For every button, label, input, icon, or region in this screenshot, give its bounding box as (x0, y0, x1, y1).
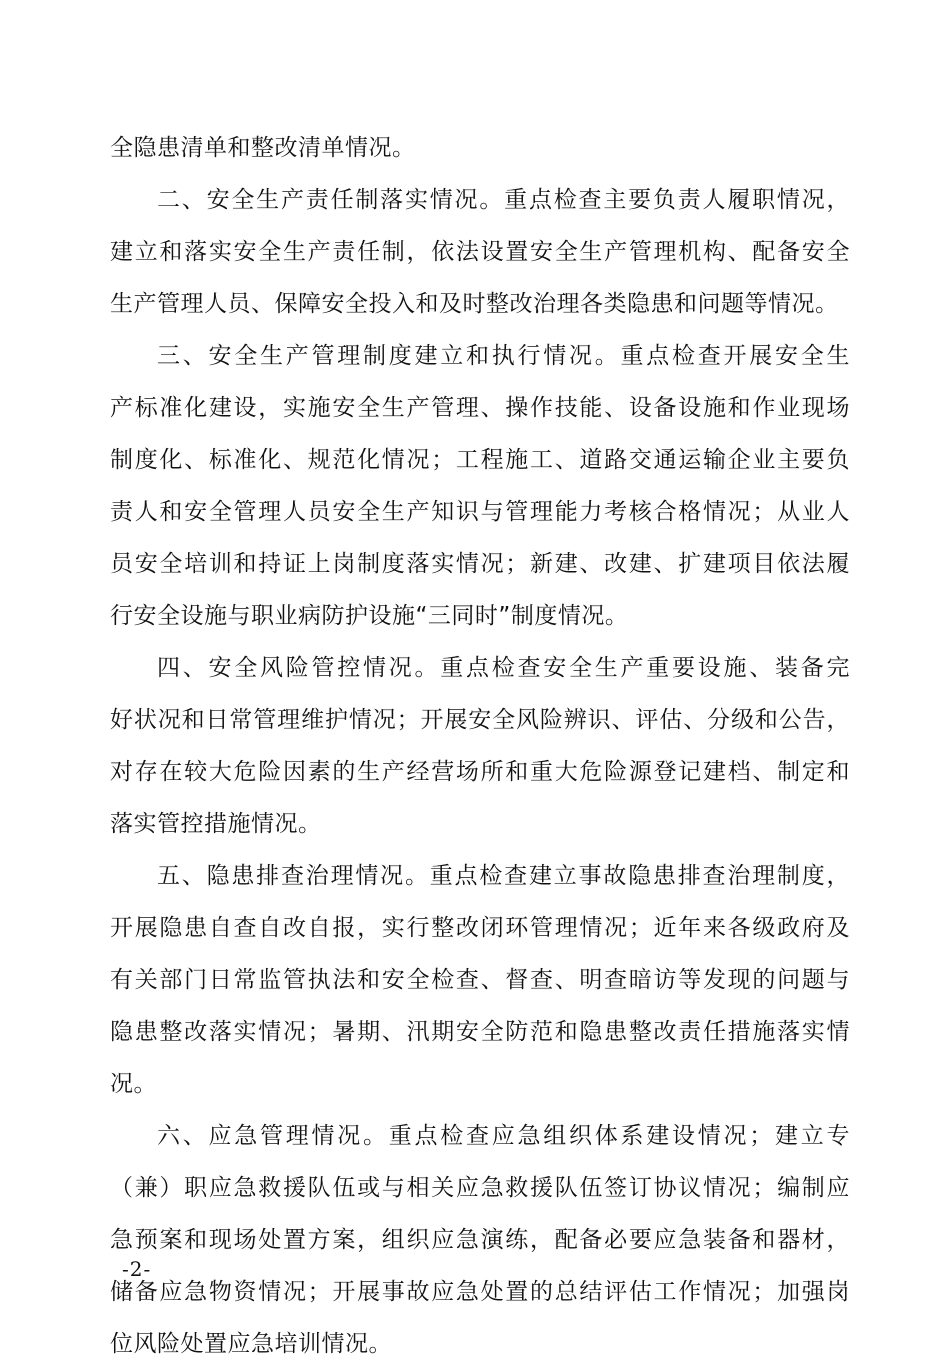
paragraph-line: 全隐患清单和整改清单情况。 (110, 135, 416, 161)
document-body (110, 122, 850, 1370)
paragraph-line: 员安全培训和持证上岗制度落实情况；新建、改建、扩建项目依法履 (110, 551, 850, 577)
paragraph-line: 好状况和日常管理维护情况；开展安全风险辨识、评估、分级和公告， (110, 707, 850, 733)
paragraph-line: （兼）职应急救援队伍或与相关应急救援队伍签订协议情况；编制应 (110, 1175, 850, 1201)
paragraph-line: 建立和落实安全生产责任制，依法设置安全生产管理机构、配备安全 (110, 239, 850, 265)
paragraph-line: 位风险处置应急培训情况。 (110, 1331, 392, 1357)
page-number: -2- (122, 1257, 152, 1281)
paragraph-line: 五、隐患排查治理情况。重点检查建立事故隐患排查治理制度， (157, 863, 850, 889)
paragraph-line: 制度化、标准化、规范化情况；工程施工、道路交通运输企业主要负 (110, 447, 850, 473)
paragraph-line: 四、安全风险管控情况。重点检查安全生产重要设施、装备完 (157, 655, 850, 681)
paragraph-line: 责人和安全管理人员安全生产知识与管理能力考核合格情况；从业人 (110, 499, 850, 525)
paragraph-line: 开展隐患自查自改自报，实行整改闭环管理情况；近年来各级政府及 (110, 915, 850, 941)
paragraph-line: 六、应急管理情况。重点检查应急组织体系建设情况；建立专 (157, 1123, 850, 1149)
paragraph-line: 生产管理人员、保障安全投入和及时整改治理各类隐患和问题等情况。 (110, 291, 839, 317)
paragraph-line: 产标准化建设，实施安全生产管理、操作技能、设备设施和作业现场 (110, 395, 850, 421)
paragraph-line: 隐患整改落实情况；暑期、汛期安全防范和隐患整改责任措施落实情 (110, 1019, 850, 1045)
paragraph-line: 储备应急物资情况；开展事故应急处置的总结评估工作情况；加强岗 (110, 1279, 850, 1305)
paragraph-line: 有关部门日常监管执法和安全检查、督查、明查暗访等发现的问题与 (110, 967, 850, 993)
paragraph-line: 落实管控措施情况。 (110, 811, 322, 837)
paragraph-line: 况。 (110, 1071, 157, 1097)
paragraph-line: 对存在较大危险因素的生产经营场所和重大危险源登记建档、制定和 (110, 759, 850, 785)
paragraph-line: 二、安全生产责任制落实情况。重点检查主要负责人履职情况， (157, 187, 850, 213)
paragraph-line: 急预案和现场处置方案，组织应急演练，配备必要应急装备和器材， (110, 1227, 850, 1253)
paragraph-line: 三、安全生产管理制度建立和执行情况。重点检查开展安全生 (157, 343, 850, 369)
paragraph-line: 行安全设施与职业病防护设施“三同时”制度情况。 (110, 603, 629, 629)
